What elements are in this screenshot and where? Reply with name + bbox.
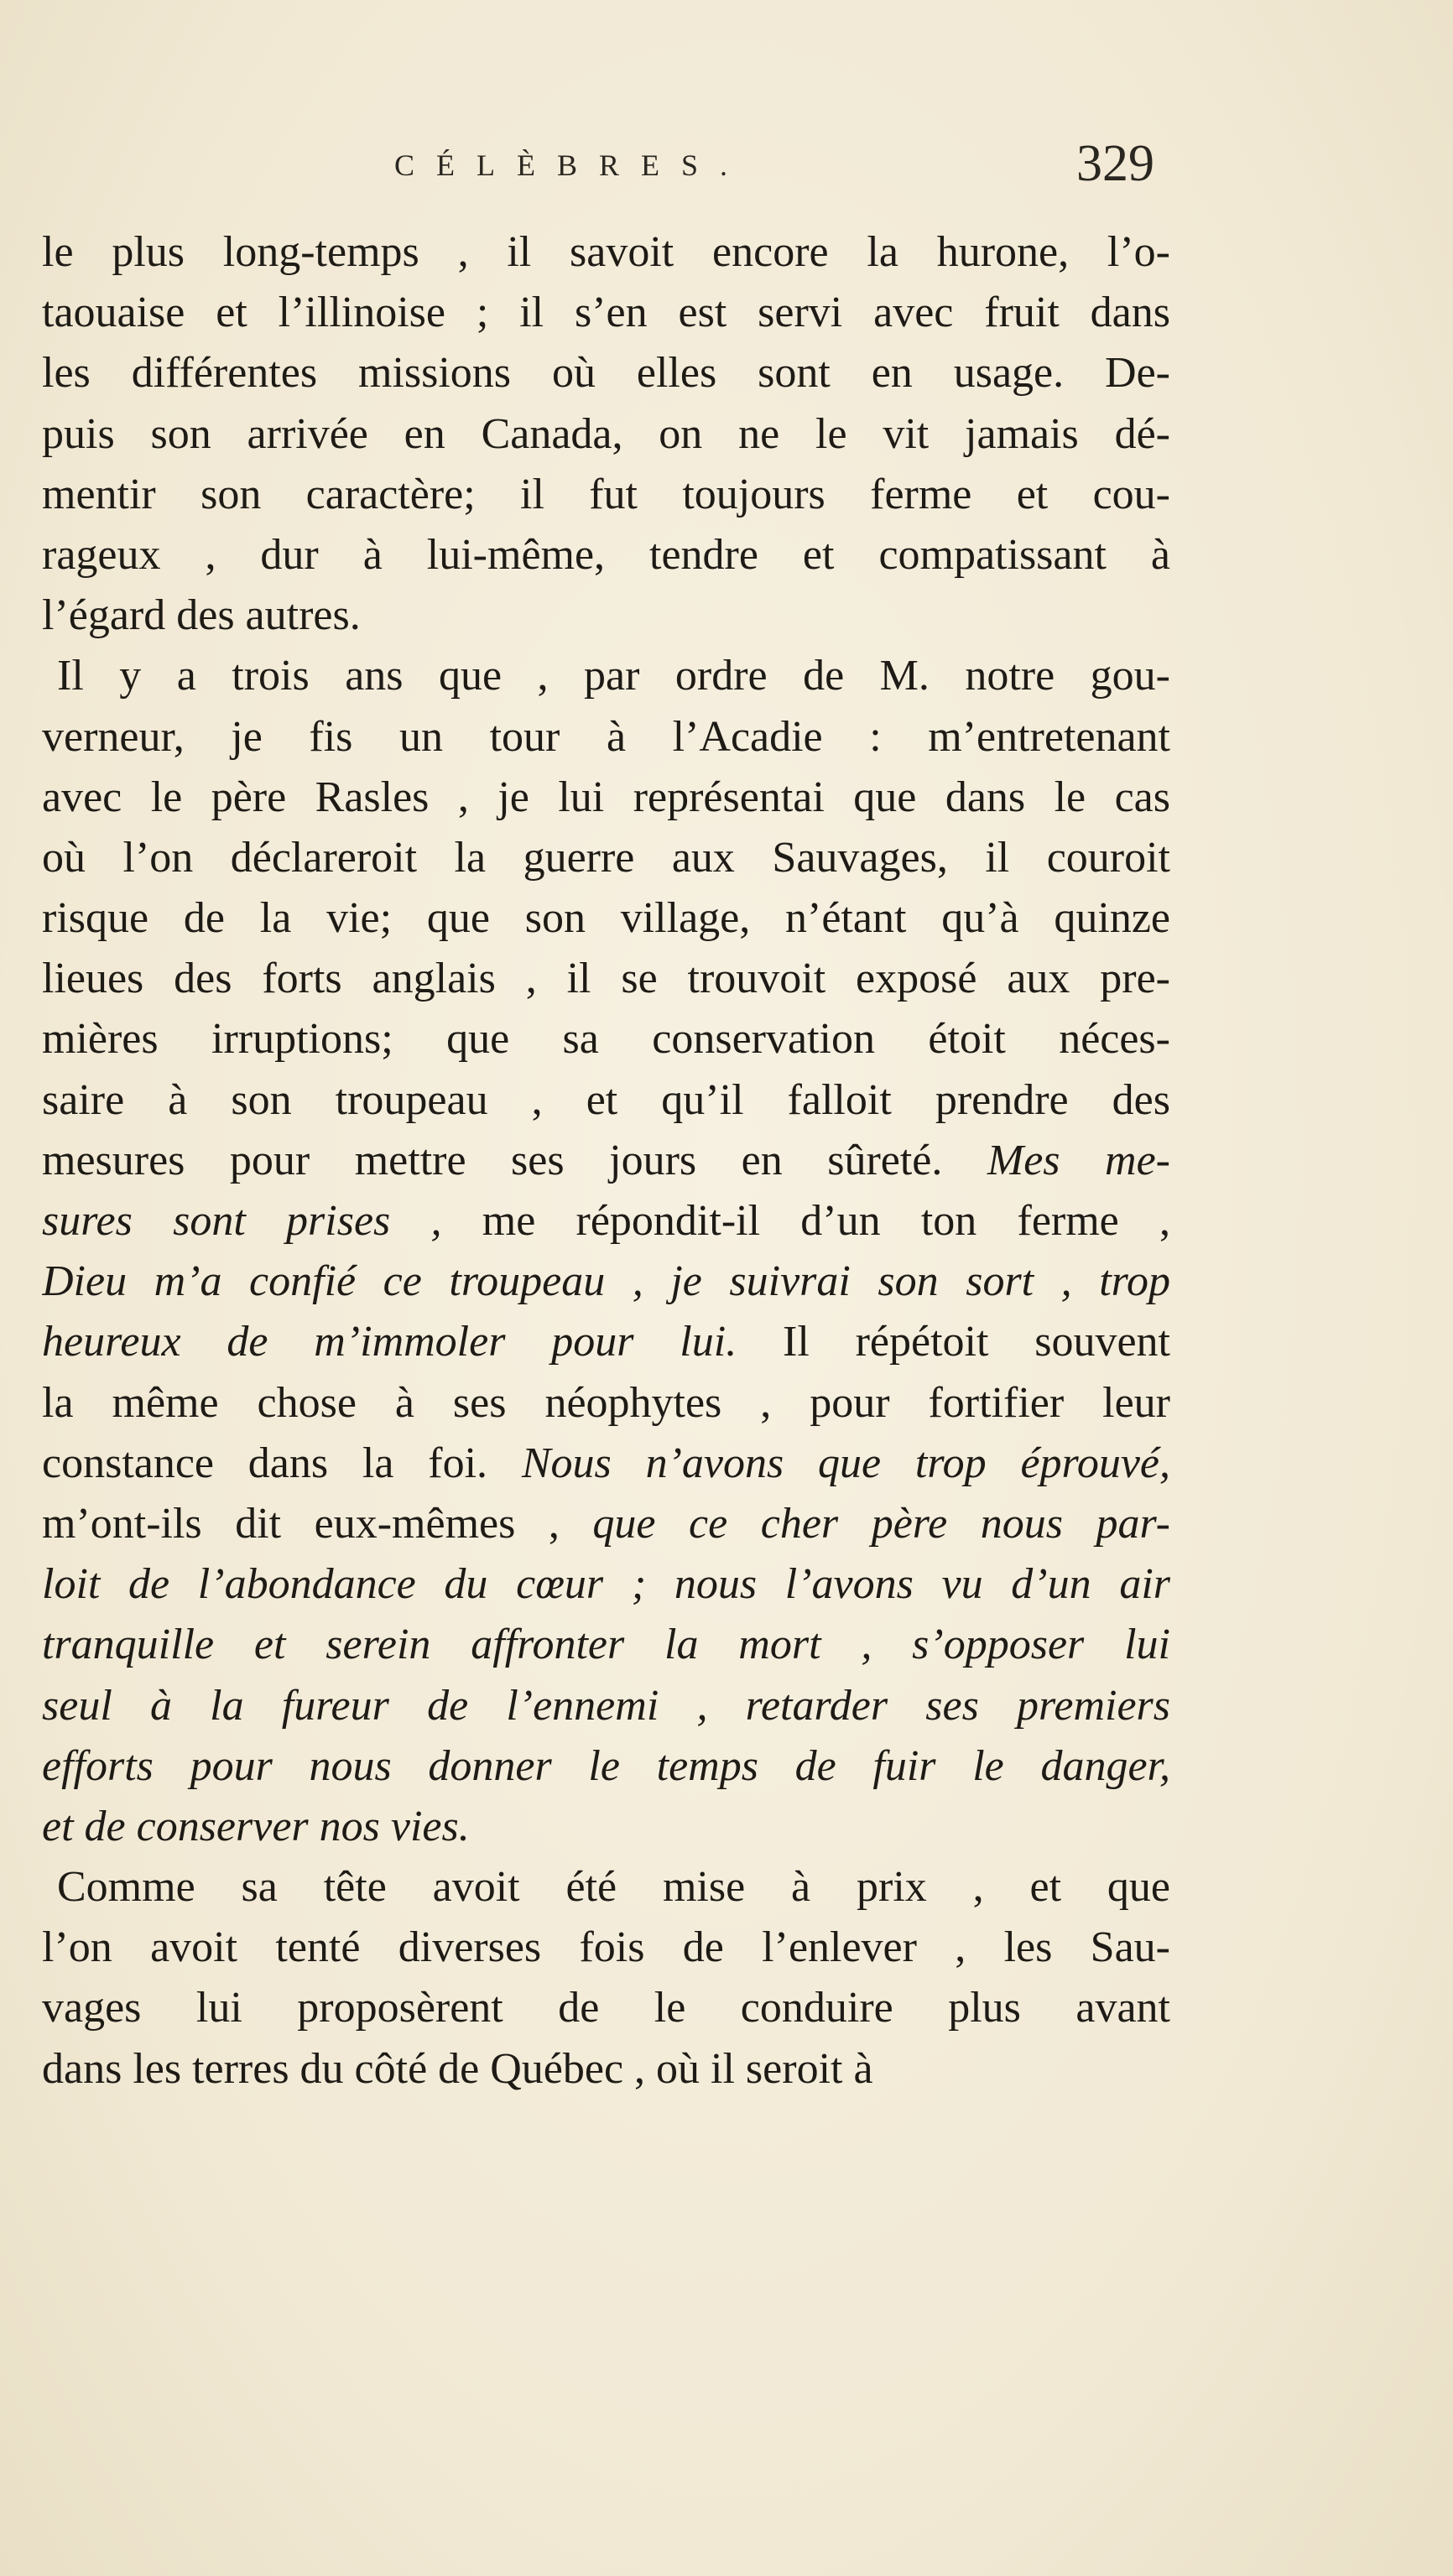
text-line xyxy=(42,2039,1170,2100)
roman-text: où l’on déclareroit la guerre aux Sauvages, il couroit xyxy=(42,833,1170,882)
italic-text: que ce cher père nous par- xyxy=(592,1499,1170,1548)
page-number: 329 xyxy=(1076,135,1154,192)
roman-text: me répondit-il d’un ton ferme , xyxy=(441,1197,1170,1245)
roman-text: dans les terres du côté de Québec , où il seroit à xyxy=(42,2044,873,2093)
text-line xyxy=(42,768,1170,828)
text-line xyxy=(42,1918,1170,1978)
text-line xyxy=(42,1312,1170,1372)
text-line xyxy=(42,1615,1170,1675)
roman-text: taouaise et l’illinoise ; il s’en est servi avec fruit dans xyxy=(42,289,1170,337)
italic-text: tranquille et serein affronter la mort , s’opposer lui xyxy=(42,1621,1170,1669)
italic-text: Mes me- xyxy=(987,1136,1170,1184)
roman-text: mesures pour mettre ses jours en sûreté. xyxy=(42,1136,987,1184)
roman-text: constance dans la foi. xyxy=(42,1439,522,1487)
roman-text: l’égard des autres. xyxy=(42,591,361,640)
text-line xyxy=(42,1252,1170,1312)
roman-text: avec le père Rasles , je lui représentai que dans le cas xyxy=(42,773,1170,821)
running-head xyxy=(0,135,1453,210)
text-line xyxy=(42,1978,1170,2038)
roman-text: l’on avoit tenté diverses fois de l’enlever , les Sau- xyxy=(42,1923,1170,1972)
text-line xyxy=(42,1857,1170,1918)
italic-text: Nous n’avons que trop éprouvé, xyxy=(521,1439,1170,1487)
text-line xyxy=(42,404,1170,465)
italic-text: seul à la fureur de l’ennemi , retarder ses premiers xyxy=(42,1681,1170,1730)
roman-text: m’ont-ils dit eux-mêmes , xyxy=(42,1499,593,1548)
text-line xyxy=(42,1070,1170,1131)
roman-text: Il y a trois ans que , par ordre de M. notre gou- xyxy=(57,652,1170,700)
roman-text: les différentes missions où elles sont en usage. De- xyxy=(42,349,1170,398)
text-line xyxy=(42,888,1170,949)
roman-text: verneur, je fis un tour à l’Acadie : m’entretenant xyxy=(42,712,1170,761)
text-line xyxy=(42,222,1170,283)
italic-text: sures sont prises , xyxy=(42,1197,442,1245)
roman-text: vages lui proposèrent de le conduire plus avant xyxy=(42,1984,1170,2032)
text-line xyxy=(42,1373,1170,1434)
text-line xyxy=(42,465,1170,525)
italic-text: heureux de m’immoler pour lui. xyxy=(42,1318,737,1366)
text-line xyxy=(42,1676,1170,1736)
italic-text: Dieu m’a confié ce troupeau , je suivrai son sort , trop xyxy=(42,1257,1170,1306)
text-line xyxy=(42,828,1170,888)
text-line xyxy=(42,646,1170,706)
roman-text: Il répétoit souvent xyxy=(737,1318,1170,1366)
text-line xyxy=(42,585,1170,646)
text-line xyxy=(42,343,1170,403)
roman-text: puis son arrivée en Canada, on ne le vit jamais dé- xyxy=(42,409,1170,458)
italic-text: efforts pour nous donner le temps de fuir le danger, xyxy=(42,1741,1170,1790)
roman-text: le plus long-temps , il savoit encore la hurone, l’o- xyxy=(42,228,1170,276)
text-line xyxy=(42,1434,1170,1494)
italic-text: loit de l’abondance du cœur ; nous l’avons vu d’un air xyxy=(42,1560,1170,1609)
text-line xyxy=(42,283,1170,343)
running-title: CÉLÈBRES. xyxy=(394,148,750,182)
text-line xyxy=(42,707,1170,768)
roman-text: mières irruptions; que sa conservation étoit néces- xyxy=(42,1015,1170,1064)
roman-text: rageux , dur à lui-même, tendre et compatissant à xyxy=(42,530,1170,579)
text-line xyxy=(42,1131,1170,1191)
roman-text: mentir son caractère; il fut toujours ferme et cou- xyxy=(42,470,1170,518)
text-line xyxy=(42,1009,1170,1069)
text-line xyxy=(42,525,1170,585)
roman-text: Comme sa tête avoit été mise à prix , et que xyxy=(57,1863,1170,1912)
text-line xyxy=(42,1554,1170,1615)
text-line xyxy=(42,1797,1170,1857)
italic-text: et de conserver nos vies. xyxy=(42,1802,470,1850)
roman-text: saire à son troupeau , et qu’il falloit prendre des xyxy=(42,1075,1170,1124)
roman-text: la même chose à ses néophytes , pour fortifier leur xyxy=(42,1378,1170,1427)
roman-text: risque de la vie; que son village, n’étant qu’à quinze xyxy=(42,894,1170,943)
text-line xyxy=(42,1736,1170,1797)
text-line xyxy=(42,949,1170,1009)
text-line xyxy=(42,1494,1170,1554)
body-text xyxy=(42,222,1170,2100)
text-line xyxy=(42,1191,1170,1252)
roman-text: lieues des forts anglais , il se trouvoit exposé aux pre- xyxy=(42,955,1170,1003)
